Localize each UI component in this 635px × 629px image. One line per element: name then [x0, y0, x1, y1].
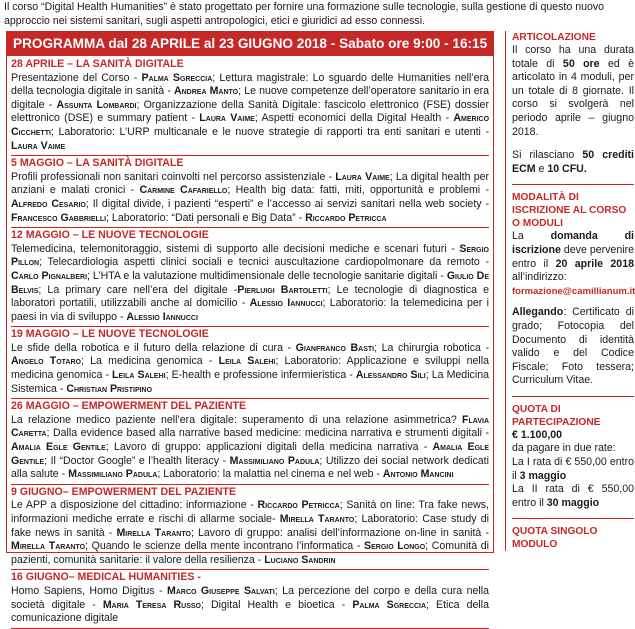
bold-name: Alfredo Cesario	[11, 197, 86, 210]
program-session	[11, 157, 489, 228]
bold-name: Mirella Taranto	[11, 540, 86, 553]
allegando-text: Allegando: Certificato di grado; Fotocopia del Documento di identità valido e del Codice Fiscale; Foto tessera; Curriculum Vitae.	[512, 306, 634, 387]
bold-name: Gianfranco Basti	[295, 341, 375, 354]
session-title: 19 MAGGIO – LE NUOVE TECNOLOGIE	[11, 328, 209, 341]
session-text: Presentazione del Corso - Palma Sgreccia; Lettura magistrale: Lo sguardo delle Humanities nell’era della tecnologia digitale in sanità - Andrea Manto; Le nuove competenze dell’operatore sanitario in era digitale - Assunta Lombardi; Organizzazione della Sanità Digitale: fascicolo elettronico (FSE) dossier elettronico (DSE) e summary patient - Laura Vaime; Aspetti economici della Digital Health - Americo Cicchetti; Laboratorio: L’URP multicanale e le nuove strategie di rapporti tra enti sanitari e utenti - Laura Vaime	[11, 71, 490, 152]
bold-name: Sergio Pillon	[11, 242, 489, 269]
bold-name: Laura Vaime	[11, 139, 66, 152]
bold-name: Amalia Egle Gentile	[11, 441, 489, 467]
bold-name: 30 maggio	[546, 496, 600, 509]
bold-name: Carmine Cafariello	[139, 184, 228, 197]
bold-name: Carlo Pignalberi	[11, 269, 88, 282]
program-box	[6, 31, 494, 625]
bold-name: Luciano Sandrin	[264, 553, 336, 566]
program-session	[11, 229, 489, 327]
quota-modulo-title: QUOTA SINGOLO MODULO	[512, 526, 598, 551]
sidebar	[505, 31, 634, 551]
bold-name: Alessio Iannucci	[126, 310, 198, 323]
bold-name: Amalia Egle Gentile	[11, 441, 106, 454]
program-session	[11, 400, 489, 485]
bold-name: 50 crediti ECM	[512, 149, 634, 175]
session-text: La relazione medico paziente nell’era digitale: superamento di una relazione asimmetrica? Flavia Caretta; Dalla evidence based alla narrative based medicine: medicina narrativa e strumenti digitali - Amalia Egle Gentile; Lavoro di gruppo: applicazioni digitali della medicina narrativa - Amalia Egle Gentile; Il “Doctor Google” e l’health literacy - Massimiliano Padula; Utilizzo dei social network dedicati alla salute - Massimiliano Padula; Laboratorio: la malattia nel cinema e nel web - Antonio Mancini	[11, 413, 489, 481]
quota-amount: € 1.100,00	[512, 428, 563, 441]
session-list	[7, 56, 493, 629]
bold-name: Leila Salehi	[218, 355, 276, 368]
program-session	[11, 486, 489, 571]
articolazione-title: ARTICOLAZIONE	[512, 32, 596, 43]
bold-name: 50 ore	[562, 57, 600, 70]
bold-name: Massimiliano Padula	[68, 468, 158, 481]
bold-name: Alessandro Sili	[355, 369, 426, 382]
bold-name: Assunta Lombardi	[56, 98, 137, 111]
quota-title: QUOTA DI PARTECIPAZIONE	[512, 403, 601, 428]
bold-name: Angelo Totaro	[11, 355, 81, 368]
bold-name: Riccardo Petricca	[257, 499, 340, 512]
bold-name: Francesco Gabbrielli	[11, 211, 107, 224]
session-title: 28 APRILE – LA SANITÀ DIGITALE	[11, 58, 184, 70]
session-text: Homo Sapiens, Homo Digitus - Marco Giuseppe Salvati; La percezione del corpo e della cura nella società digitale - Maria Teresa Russo; Digital Health e bioetica - Palma Sgreccia; Etica della comunicazione digitale	[11, 584, 490, 625]
bold-name: Flavia Caretta	[11, 413, 489, 440]
bold-name: Alessio Iannucci	[249, 297, 323, 310]
bold-name: 10 CFU.	[547, 162, 587, 175]
program-session	[11, 58, 489, 156]
bold-name: Maria Teresa Russo	[102, 598, 201, 611]
program-header: PROGRAMMA dal 28 APRILE al 23 GIUGNO 2018 - Sabato ore 9:00 - 16:15	[7, 32, 493, 56]
email-link[interactable]: formazione@camillianum.it	[512, 285, 635, 297]
session-title: 12 MAGGIO – LE NUOVE TECNOLOGIE	[11, 229, 209, 242]
bold-name: Christian Pristipino	[66, 382, 153, 395]
bold-name: Americo Cicchetti	[11, 112, 490, 138]
bold-name: Massimiliano Padula	[229, 454, 320, 467]
session-title: 26 MAGGIO – EMPOWERMENT DEL PAZIENTE	[11, 400, 247, 413]
quota-rate-2: La II rata di € 550,00 entro il 30 maggio	[512, 483, 634, 509]
session-text: Profili professionali non sanitari coinvolti nel percorso assistenziale - Laura Vaime; La digital health per anziani e malati cronici - Carmine Cafariello; Health big data: fatti, miti, opportunità e problemi - Alfredo Cesario; Il digital divide, i pazienti “esperti” e l’accesso ai servizi sanitari nella web society - Francesco Gabbrielli; Laboratorio: “Dati personali e Big Data” - Riccardo Petricca	[11, 170, 490, 224]
session-title: 5 MAGGIO – LA SANITÀ DIGITALE	[11, 157, 184, 170]
session-title: 9 GIUGNO– EMPOWERMENT DEL PAZIENTE	[11, 485, 237, 498]
program-session	[11, 571, 489, 628]
quota-rate-intro: da pagare in due rate:	[512, 442, 616, 455]
session-text: Le APP a disposizione del cittadino: informazione - Riccardo Petricca; Sanità on line: Tra fake news, informazioni mediche errate e rischi di allarme sociale- Mirella Taranto; Laboratorio: Case study di fake news in sanità - Mirella Taranto; Lavoro di gruppo: analisi dell’informazione on-line in sanità - Mirella Taranto; Quando le scienze della mente incontrano l’informatica - Sergio Longo; Comunità di pazienti, comunità sanitarie: il valore della resilienza - Luciano Sandrin	[11, 499, 489, 566]
bold-name: domanda di iscrizione	[512, 230, 634, 256]
quota-rate-1: La I rata di € 550,00 entro il 3 maggio	[512, 456, 634, 482]
iscrizione-text: La domanda di iscrizione deve pervenire entro il 20 aprile 2018 all’indirizzo:	[512, 230, 634, 284]
bold-name: Sergio Longo	[364, 540, 426, 553]
bold-name: Antonio Mancini	[382, 468, 454, 481]
bold-name: Marco Giuseppe Salvati	[167, 584, 275, 597]
bold-name: 3 maggio	[519, 469, 567, 482]
intro-paragraph: Il corso “Digital Health Humanities” è stato progettato per fornire una formazione sulle tecnologie, sulla gestione di questo nuovo approccio nei sistemi sanitari, sugli aspetti antropologici, etici e giuridici ad esso connessi.	[4, 1, 605, 27]
bold-name: Mirella Taranto	[279, 513, 355, 525]
bold-name: Palma Sgreccia	[352, 598, 427, 611]
bold-name: Palma Sgreccia	[141, 71, 213, 84]
sidebar-divider	[512, 184, 634, 185]
session-text: Le sfide della robotica e il futuro della relazione di cura - Gianfranco Basti; La chirurgia robotica - Angelo Totaro; La medicina genomica - Leila Salehi; Laboratorio: Applicazione e sviluppi nella medicina genomica - Leila Salehi; E-health e professione infermieristica - Alessandro Sili; La Medicina Sistemica - Christian Pristipino	[11, 341, 489, 395]
iscrizione-title: MODALITÀ DI ISCRIZIONE AL CORSO O MODULI	[512, 192, 627, 230]
bold-name: Laura Vaime	[335, 170, 390, 183]
bold-name: Mirella Taranto	[116, 526, 191, 539]
bold-name: Riccardo Petricca	[305, 211, 387, 224]
bold-name: Allegando	[512, 306, 564, 319]
bold-name: Leila Salehi	[112, 369, 166, 382]
program-session	[11, 328, 489, 399]
bold-name: Giulio De Belvis	[11, 269, 489, 296]
bold-name: Pierluigi Bartoletti	[237, 283, 328, 296]
bold-name: Laura Vaime	[199, 112, 255, 125]
bold-name: 20 aprile 2018	[555, 257, 634, 270]
sidebar-divider	[512, 396, 634, 397]
articolazione-text: Il corso ha una durata totale di 50 ore ed è articolato in 4 moduli, per un totale di 8 giornate. Il corso si svolgerà nel periodo aprile – giugno 2018.	[512, 44, 635, 138]
session-text: Telemedicina, telemonitoraggio, sistemi di supporto alle decisioni mediche e scenari futuri - Sergio Pillon; Telecardiologia aspetti clinici sociali e tecnici auscultazione cardiopolmonare da remoto - Carlo Pignalberi; L’HTA e la valutazione multidimensionale delle tecnologie sanitarie digitali - Giulio De Belvis; La primary care nell’era del digitale -Pierluigi Bartoletti; Le tecnologie di diagnostica e laboratori portatili, utilizzabili anche al domicilio - Alessio Iannucci; Laboratorio: la telemedicina per i paesi in via di sviluppo - Alessio Iannucci	[11, 242, 489, 323]
session-title: 16 GIUGNO– MEDICAL HUMANITIES -	[11, 571, 201, 584]
credits-text: Si rilasciano 50 crediti ECM e 10 CFU.	[512, 149, 634, 175]
bold-name: Andrea Manto	[173, 85, 239, 98]
sidebar-divider	[512, 518, 634, 519]
